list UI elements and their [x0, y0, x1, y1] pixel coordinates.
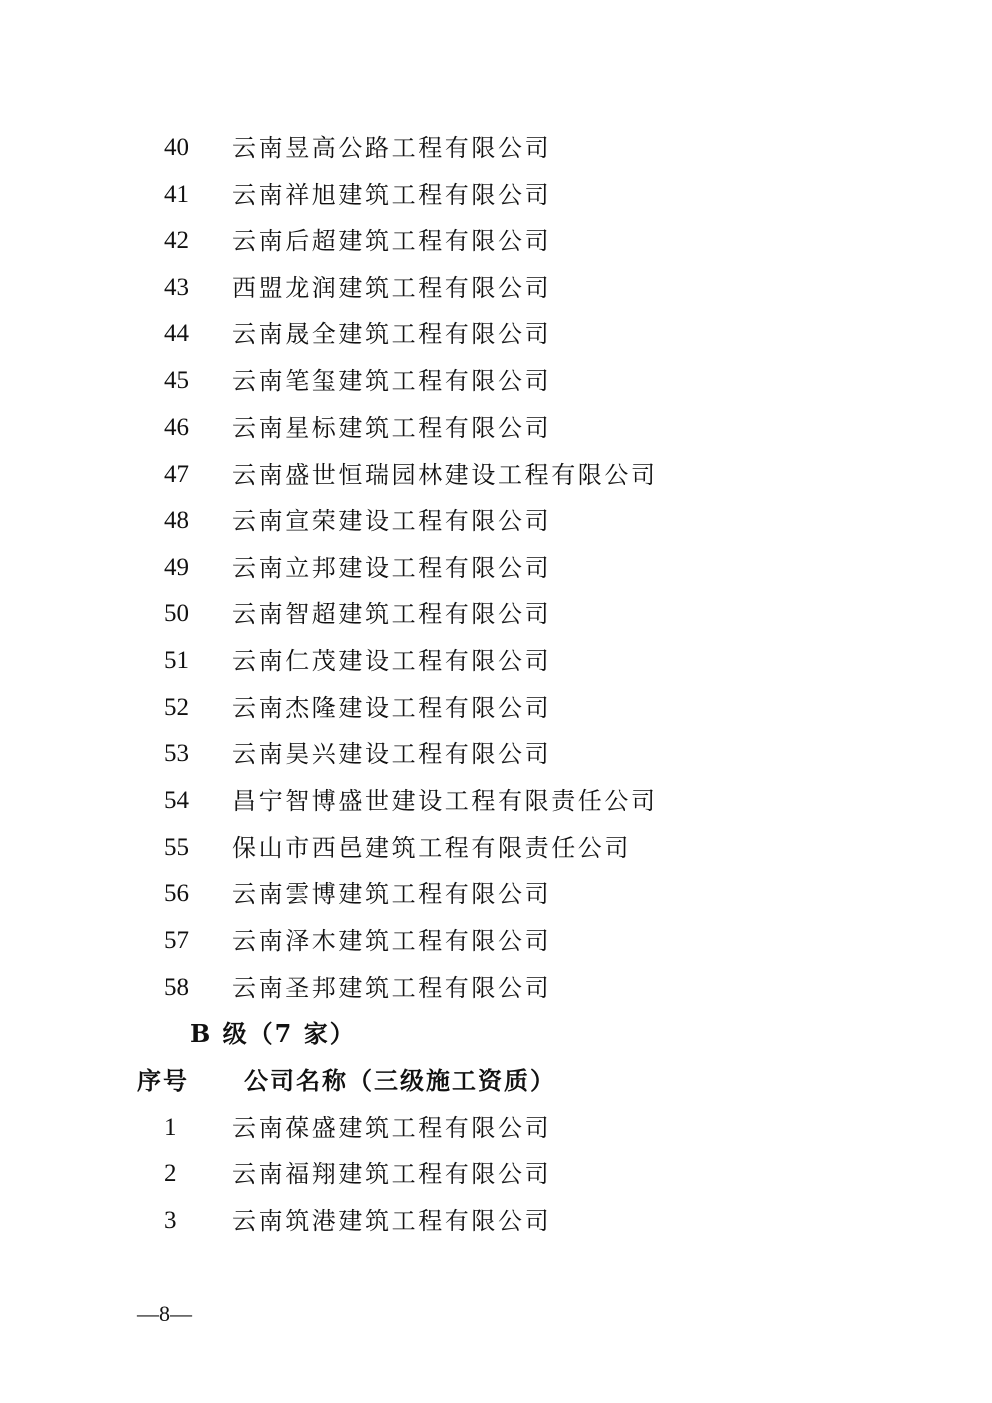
list-item — [0, 878, 992, 910]
company-name: 云南雲博建筑工程有限公司 — [232, 880, 552, 908]
list-item — [0, 179, 992, 211]
list-item — [0, 738, 992, 770]
company-name: 云南星标建筑工程有限公司 — [232, 414, 552, 442]
item-number: 44 — [164, 320, 189, 347]
list-item — [0, 645, 992, 677]
item-number: 51 — [164, 647, 189, 674]
item-number: 1 — [164, 1114, 177, 1141]
list-item — [0, 132, 992, 164]
list-item — [0, 552, 992, 584]
company-name: 云南昱高公路工程有限公司 — [232, 134, 552, 162]
company-name: 云南昊兴建设工程有限公司 — [232, 740, 552, 768]
company-name: 云南笔玺建筑工程有限公司 — [232, 367, 552, 395]
item-number: 49 — [164, 554, 189, 581]
list-item — [0, 272, 992, 304]
company-name: 昌宁智博盛世建设工程有限责任公司 — [232, 787, 658, 815]
item-number: 55 — [164, 834, 189, 861]
company-name: 云南智超建筑工程有限公司 — [232, 600, 552, 628]
company-name: 西盟龙润建筑工程有限公司 — [232, 274, 552, 302]
list-item — [0, 412, 992, 444]
column-header-company-name: 公司名称（三级施工资质） — [244, 1066, 556, 1095]
item-number: 53 — [164, 740, 189, 767]
list-item — [0, 365, 992, 397]
list-item — [0, 1205, 992, 1237]
item-number: 50 — [164, 600, 189, 627]
item-number: 2 — [164, 1160, 177, 1187]
column-header-seq: 序号 — [137, 1066, 189, 1095]
list-item — [0, 972, 992, 1004]
list-item — [0, 1112, 992, 1144]
item-number: 41 — [164, 181, 189, 208]
item-number: 56 — [164, 880, 189, 907]
company-name: 云南泽木建筑工程有限公司 — [232, 927, 552, 955]
page-number: —8— — [137, 1301, 192, 1326]
list-item — [0, 1158, 992, 1190]
list-item — [0, 598, 992, 630]
company-name: 云南杰隆建设工程有限公司 — [232, 694, 552, 722]
item-number: 47 — [164, 461, 189, 488]
list-item — [0, 692, 992, 724]
item-number: 54 — [164, 787, 189, 814]
company-name: 云南筑港建筑工程有限公司 — [232, 1207, 552, 1235]
list-item — [0, 225, 992, 257]
item-number: 58 — [164, 974, 189, 1001]
company-name: 云南宣荣建设工程有限公司 — [232, 507, 552, 535]
item-number: 3 — [164, 1207, 177, 1234]
list-item — [0, 459, 992, 491]
item-number: 42 — [164, 227, 189, 254]
company-name: 云南晟全建筑工程有限公司 — [232, 320, 552, 348]
list-item — [0, 505, 992, 537]
company-name: 云南福翔建筑工程有限公司 — [232, 1160, 552, 1188]
company-name: 云南立邦建设工程有限公司 — [232, 554, 552, 582]
company-name: 云南祥旭建筑工程有限公司 — [232, 181, 552, 209]
list-item — [0, 832, 992, 864]
item-number: 48 — [164, 507, 189, 534]
company-name: 云南后超建筑工程有限公司 — [232, 227, 552, 255]
company-name: 云南圣邦建筑工程有限公司 — [232, 974, 552, 1002]
item-number: 43 — [164, 274, 189, 301]
list-item — [0, 925, 992, 957]
item-number: 40 — [164, 134, 189, 161]
item-number: 57 — [164, 927, 189, 954]
section-b-heading: B 级（7 家） — [190, 1019, 356, 1048]
company-name: 保山市西邑建筑工程有限责任公司 — [232, 834, 631, 862]
item-number: 45 — [164, 367, 189, 394]
item-number: 46 — [164, 414, 189, 441]
list-item — [0, 318, 992, 350]
company-name: 云南盛世恒瑞园林建设工程有限公司 — [232, 461, 658, 489]
item-number: 52 — [164, 694, 189, 721]
company-name: 云南葆盛建筑工程有限公司 — [232, 1114, 552, 1142]
company-name: 云南仁茂建设工程有限公司 — [232, 647, 552, 675]
list-item — [0, 785, 992, 817]
